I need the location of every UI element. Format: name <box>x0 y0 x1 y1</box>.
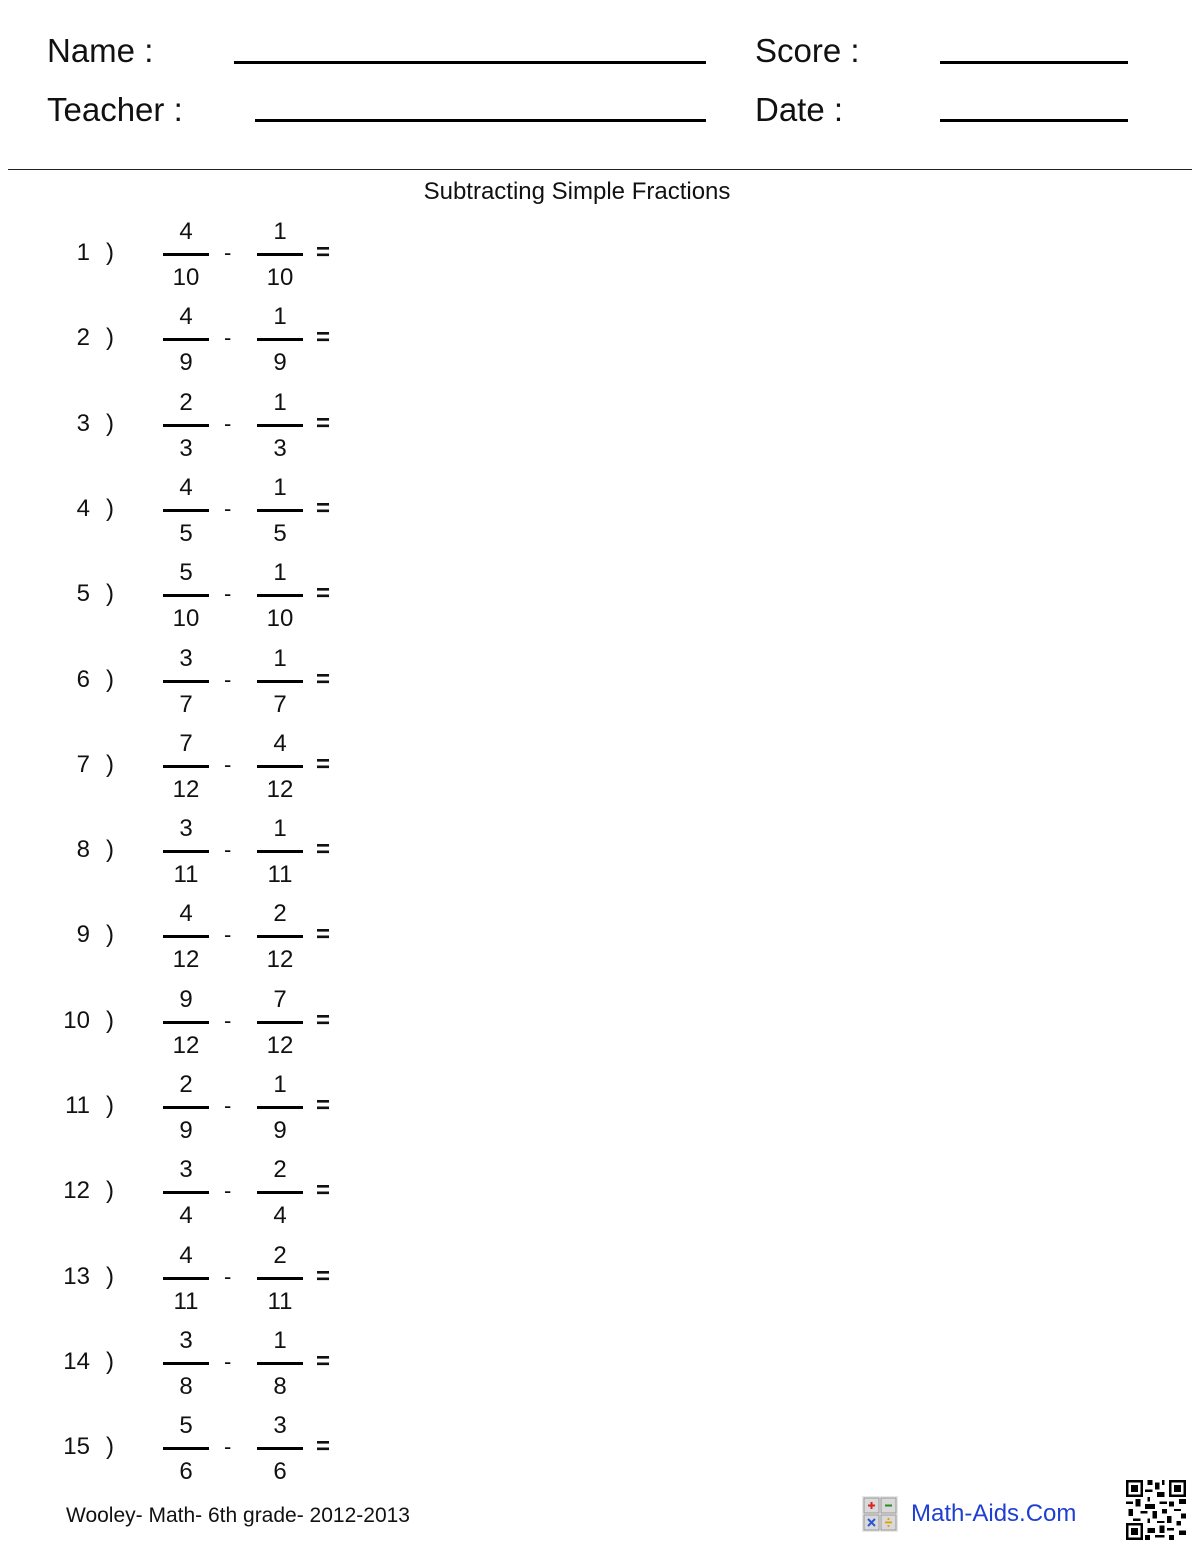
equals-sign: = <box>316 750 331 778</box>
problem-number: 14 <box>63 1347 90 1375</box>
fraction-b <box>257 1240 303 1325</box>
minus-sign: - <box>224 837 232 863</box>
problem-number: 12 <box>63 1177 90 1205</box>
equals-sign: = <box>316 921 331 949</box>
problem-number: 11 <box>65 1092 90 1119</box>
equals-sign: = <box>316 580 331 608</box>
denominator: 9 <box>273 349 287 377</box>
denominator: 10 <box>172 264 200 291</box>
fraction-bar <box>257 850 303 853</box>
problem-row <box>0 216 380 301</box>
equals-sign: = <box>316 1262 331 1290</box>
fraction-a <box>163 472 209 557</box>
problem-number: 15 <box>63 1433 90 1461</box>
denominator: 4 <box>179 1202 193 1230</box>
fraction-bar <box>257 1191 303 1194</box>
minus-sign: - <box>224 410 232 436</box>
numerator: 1 <box>273 388 287 416</box>
numerator: 7 <box>179 729 193 757</box>
denominator: 9 <box>273 1117 287 1144</box>
problem-paren: ) <box>106 921 114 949</box>
denominator: 8 <box>179 1372 193 1400</box>
date-label: Date : <box>755 91 844 128</box>
problem-number: 5 <box>76 580 90 608</box>
numerator: 1 <box>273 218 287 245</box>
fraction-bar <box>163 509 209 512</box>
fraction-bar <box>257 1021 303 1024</box>
minus-sign: - <box>224 922 232 948</box>
minus-sign: - <box>224 240 232 265</box>
fraction-bar <box>163 424 209 427</box>
teacher-blank-line[interactable] <box>255 119 706 122</box>
problem-number: 1 <box>76 239 90 266</box>
problem-number: 9 <box>76 921 90 949</box>
fraction-bar <box>257 765 303 768</box>
numerator: 4 <box>179 1241 193 1269</box>
numerator: 4 <box>179 473 193 501</box>
problem-paren: ) <box>106 1262 114 1290</box>
minus-sign: - <box>224 581 232 607</box>
numerator: 1 <box>273 815 287 843</box>
teacher-label: Teacher : <box>47 91 183 128</box>
problem-number: 10 <box>63 1006 90 1034</box>
denominator: 7 <box>179 690 193 718</box>
numerator: 1 <box>273 644 287 672</box>
problem-paren: ) <box>106 1177 114 1205</box>
denominator: 6 <box>273 1458 287 1486</box>
problem-row <box>0 1069 380 1154</box>
denominator: 12 <box>266 775 294 803</box>
problem-row <box>0 1410 380 1495</box>
fraction-bar <box>163 850 209 853</box>
fraction-a <box>163 728 209 813</box>
problem-paren: ) <box>106 324 114 352</box>
equals-sign: = <box>316 665 331 693</box>
fraction-a <box>163 216 209 301</box>
fraction-b <box>257 984 303 1069</box>
equals-sign: = <box>316 1433 331 1461</box>
fraction-a <box>163 301 209 386</box>
fraction-a <box>163 1240 209 1325</box>
problem-paren: ) <box>106 1092 114 1119</box>
problem-number: 7 <box>76 750 90 778</box>
numerator: 2 <box>273 1156 287 1184</box>
denominator: 10 <box>266 264 294 291</box>
denominator: 11 <box>173 1287 199 1315</box>
fraction-bar <box>257 338 303 341</box>
numerator: 3 <box>179 1326 193 1354</box>
denominator: 6 <box>179 1458 193 1486</box>
fraction-bar <box>257 594 303 597</box>
minus-sign: - <box>224 1093 232 1118</box>
fraction-bar <box>163 935 209 938</box>
problem-number: 13 <box>63 1262 90 1290</box>
numerator: 1 <box>273 1326 287 1354</box>
numerator: 3 <box>273 1412 287 1440</box>
numerator: 2 <box>273 1241 287 1269</box>
denominator: 12 <box>172 1031 200 1059</box>
fraction-a <box>163 1069 209 1154</box>
minus-sign: - <box>224 1434 232 1460</box>
numerator: 2 <box>179 388 193 416</box>
problem-number: 3 <box>76 409 90 437</box>
denominator: 11 <box>267 861 293 889</box>
fraction-b <box>257 387 303 472</box>
denominator: 7 <box>273 690 287 718</box>
minus-sign: - <box>224 1007 232 1033</box>
name-blank-line[interactable] <box>234 61 706 64</box>
fraction-bar <box>163 680 209 683</box>
score-blank-line[interactable] <box>940 61 1128 64</box>
problem-row <box>0 1154 380 1239</box>
denominator: 3 <box>179 434 193 462</box>
fraction-a <box>163 387 209 472</box>
name-label: Name : <box>47 32 154 69</box>
numerator: 4 <box>273 729 287 757</box>
fraction-b <box>257 728 303 813</box>
equals-sign: = <box>316 1092 331 1119</box>
denominator: 11 <box>267 1287 293 1315</box>
fraction-b <box>257 1154 303 1239</box>
fraction-b <box>257 1069 303 1154</box>
minus-sign: - <box>224 495 232 521</box>
fraction-a <box>163 1154 209 1239</box>
numerator: 4 <box>179 303 193 331</box>
problem-number: 2 <box>76 324 90 352</box>
problem-paren: ) <box>106 836 114 864</box>
problem-paren: ) <box>106 750 114 778</box>
minus-sign: - <box>224 1348 232 1374</box>
problem-paren: ) <box>106 665 114 693</box>
fraction-bar <box>163 765 209 768</box>
numerator: 5 <box>179 559 193 587</box>
fraction-bar <box>257 1447 303 1450</box>
problem-number: 8 <box>76 836 90 864</box>
minus-sign: - <box>224 1263 232 1289</box>
fraction-b <box>257 216 303 301</box>
fraction-b <box>257 301 303 386</box>
numerator: 3 <box>179 815 193 843</box>
numerator: 1 <box>273 473 287 501</box>
fraction-bar <box>257 509 303 512</box>
denominator: 4 <box>273 1202 287 1230</box>
fraction-bar <box>163 594 209 597</box>
problem-number: 6 <box>76 665 90 693</box>
fraction-a <box>163 813 209 898</box>
problem-row <box>0 1240 380 1325</box>
fraction-b <box>257 643 303 728</box>
brand-name: Math-Aids.Com <box>911 1500 1077 1527</box>
denominator: 10 <box>266 605 294 633</box>
fraction-bar <box>163 253 209 256</box>
score-label: Score : <box>755 32 860 69</box>
equals-sign: = <box>316 1006 331 1034</box>
numerator: 5 <box>179 1412 193 1440</box>
problem-row <box>0 643 380 728</box>
fraction-b <box>257 472 303 557</box>
minus-sign: - <box>224 751 232 777</box>
fraction-bar <box>163 1362 209 1365</box>
qr-code-icon <box>1126 1480 1186 1540</box>
minus-sign: - <box>224 666 232 692</box>
problem-number: 4 <box>76 494 90 522</box>
fraction-bar <box>163 1447 209 1450</box>
numerator: 1 <box>273 559 287 587</box>
problem-row <box>0 301 380 386</box>
fraction-a <box>163 643 209 728</box>
denominator: 12 <box>266 1031 294 1059</box>
denominator: 11 <box>173 861 199 889</box>
denominator: 9 <box>179 1117 193 1144</box>
numerator: 3 <box>179 644 193 672</box>
problem-row <box>0 387 380 472</box>
fraction-b <box>257 898 303 983</box>
fraction-bar <box>257 424 303 427</box>
numerator: 2 <box>179 1071 193 1098</box>
fraction-b <box>257 1410 303 1495</box>
equals-sign: = <box>316 409 331 437</box>
numerator: 4 <box>179 218 193 245</box>
problem-paren: ) <box>106 1347 114 1375</box>
problem-paren: ) <box>106 580 114 608</box>
fraction-bar <box>163 1277 209 1280</box>
fraction-bar <box>163 338 209 341</box>
calculator-icon <box>862 1496 898 1532</box>
minus-sign: - <box>224 325 232 351</box>
fraction-a <box>163 1410 209 1495</box>
numerator: 7 <box>273 985 287 1013</box>
denominator: 8 <box>273 1372 287 1400</box>
problem-row <box>0 557 380 642</box>
numerator: 4 <box>179 900 193 928</box>
equals-sign: = <box>316 1177 331 1205</box>
problem-paren: ) <box>106 409 114 437</box>
problem-paren: ) <box>106 1433 114 1461</box>
problem-row <box>0 984 380 1069</box>
numerator: 3 <box>179 1156 193 1184</box>
worksheet-title: Subtracting Simple Fractions <box>423 178 731 205</box>
fraction-bar <box>257 1277 303 1280</box>
denominator: 5 <box>273 519 287 547</box>
fraction-b <box>257 813 303 898</box>
fraction-a <box>163 898 209 983</box>
fraction-a <box>163 984 209 1069</box>
fraction-bar <box>257 680 303 683</box>
problem-row <box>0 1325 380 1410</box>
fraction-b <box>257 557 303 642</box>
numerator: 1 <box>273 303 287 331</box>
problem-paren: ) <box>106 239 114 266</box>
numerator: 2 <box>273 900 287 928</box>
numerator: 9 <box>179 985 193 1013</box>
date-blank-line[interactable] <box>940 119 1128 122</box>
equals-sign: = <box>316 324 331 352</box>
denominator: 10 <box>172 605 200 633</box>
equals-sign: = <box>316 494 331 522</box>
denominator: 12 <box>172 946 200 974</box>
denominator: 12 <box>266 946 294 974</box>
header-divider <box>8 169 1192 170</box>
fraction-bar <box>163 1191 209 1194</box>
equals-sign: = <box>316 239 331 266</box>
equals-sign: = <box>316 836 331 864</box>
fraction-a <box>163 557 209 642</box>
fraction-bar <box>257 1106 303 1109</box>
problem-row <box>0 813 380 898</box>
problem-row <box>0 728 380 813</box>
equals-sign: = <box>316 1347 331 1375</box>
fraction-bar <box>257 253 303 256</box>
numerator: 1 <box>273 1071 287 1098</box>
problem-row <box>0 472 380 557</box>
problem-paren: ) <box>106 1006 114 1034</box>
fraction-bar <box>163 1106 209 1109</box>
denominator: 12 <box>172 775 200 803</box>
class-info: Wooley- Math- 6th grade- 2012-2013 <box>66 1504 410 1527</box>
denominator: 9 <box>179 349 193 377</box>
denominator: 3 <box>273 434 287 462</box>
fraction-a <box>163 1325 209 1410</box>
brand-logo <box>862 1496 1092 1532</box>
fraction-bar <box>163 1021 209 1024</box>
fraction-b <box>257 1325 303 1410</box>
denominator: 5 <box>179 519 193 547</box>
fraction-bar <box>257 935 303 938</box>
problem-paren: ) <box>106 494 114 522</box>
problem-row <box>0 898 380 983</box>
fraction-bar <box>257 1362 303 1365</box>
minus-sign: - <box>224 1178 232 1204</box>
